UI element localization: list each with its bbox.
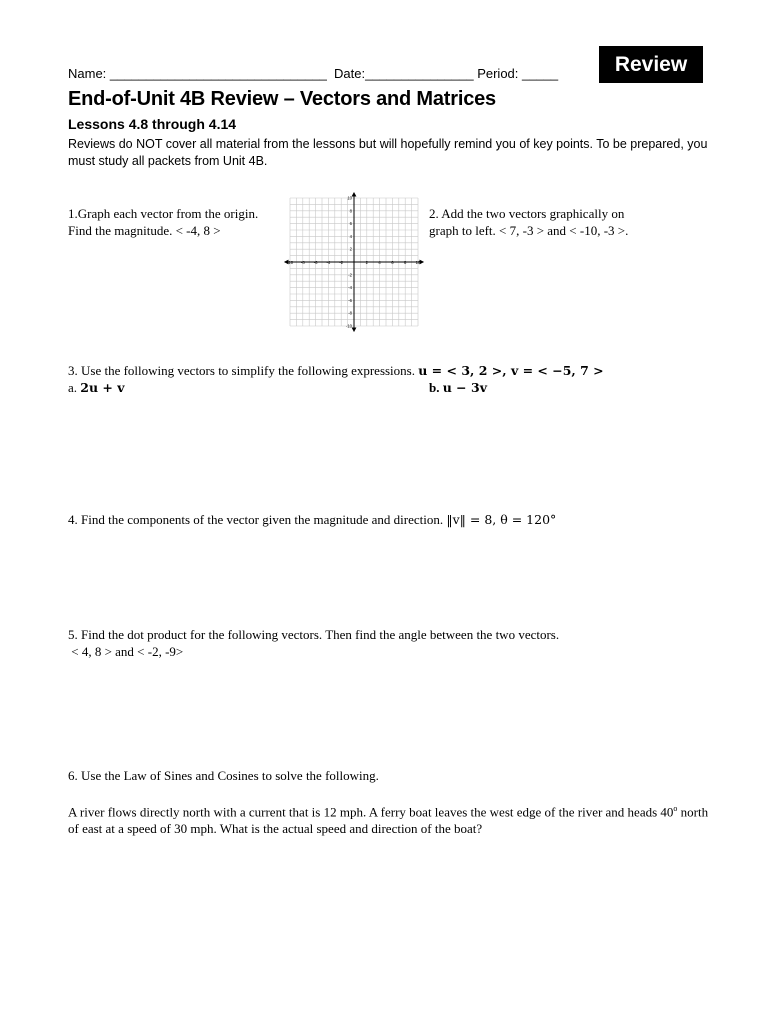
y-tick-label: 2 — [349, 246, 352, 252]
question-4-math: ‖v‖ = 8, θ = 120° — [446, 512, 557, 527]
x-tick-label: -4 — [326, 260, 331, 265]
page-subtitle: Lessons 4.8 through 4.14 — [68, 116, 237, 132]
question-1-line-1: 1.Graph each vector from the origin. — [68, 206, 259, 221]
header-fields — [68, 66, 558, 81]
axis-arrowhead — [420, 260, 423, 263]
x-tick-label: 8 — [404, 260, 407, 265]
question-1-line-2: Find the magnitude. < -4, 8 > — [68, 223, 221, 238]
x-tick-label: 10 — [415, 260, 421, 265]
y-tick-label: -10 — [345, 323, 352, 329]
x-tick-label: -2 — [339, 260, 344, 265]
axis-arrowhead — [352, 193, 355, 196]
review-badge: Review — [599, 46, 703, 83]
question-6-degree-value: 40 — [660, 804, 674, 820]
y-tick-label: 8 — [349, 208, 352, 214]
coordinate-grid[interactable] — [282, 190, 426, 336]
x-tick-label: 4 — [378, 260, 381, 265]
y-tick-label: -6 — [348, 297, 352, 303]
x-tick-label: 6 — [391, 260, 394, 265]
y-tick-label: -4 — [348, 285, 352, 291]
question-5-line-1: 5. Find the dot product for the following vectors. Then find the angle between the two vectors. — [68, 627, 560, 642]
date-field[interactable]: Date:_______________ — [334, 66, 474, 81]
question-6-heading: 6. Use the Law of Sines and Cosines to solve the following. — [68, 768, 379, 783]
question-3a-label: a. — [68, 380, 81, 395]
question-3 — [68, 362, 604, 379]
question-3a — [68, 379, 125, 396]
axis-arrowhead — [352, 328, 355, 331]
y-tick-label: -2 — [348, 272, 352, 278]
y-tick-label: 10 — [347, 195, 352, 201]
question-6-text-a: A river flows directly north with a current that is 12 mph. A ferry boat leaves the west edge of the river and heads — [68, 804, 661, 820]
question-3b — [429, 379, 487, 396]
y-tick-label: 4 — [349, 233, 352, 239]
y-tick-label: 6 — [349, 221, 352, 227]
question-2-line-2: graph to left. < 7, -3 > and < -10, -3 >. — [429, 223, 629, 238]
x-tick-label: -10 — [286, 260, 294, 265]
page-title: End-of-Unit 4B Review – Vectors and Matrices — [68, 88, 496, 110]
question-5 — [68, 626, 559, 660]
y-tick-label: -8 — [348, 310, 352, 316]
question-4 — [68, 511, 556, 528]
question-6-degree-symbol: o — [673, 804, 678, 813]
x-tick-label: -8 — [300, 260, 305, 265]
question-2-line-1: 2. Add the two vectors graphically on — [429, 206, 625, 221]
period-field[interactable]: Period: _____ — [477, 66, 559, 81]
intro-text: Reviews do NOT cover all material from the lessons but will hopefully remind you of key points. To be prepared, you must study all packets from Unit 4B. — [68, 137, 708, 168]
x-tick-label: -6 — [313, 260, 318, 265]
question-4-text: 4. Find the components of the vector given the magnitude and direction. — [68, 512, 447, 527]
question-2 — [429, 205, 628, 239]
question-3-text: 3. Use the following vectors to simplify the following expressions. — [68, 363, 419, 378]
question-3a-expression: 2u + v — [80, 380, 125, 395]
x-tick-label: 2 — [365, 260, 368, 265]
question-3-vectors: u = < 3, 2 >, v = < −5, 7 > — [418, 363, 604, 378]
question-5-line-2: < 4, 8 > and < -2, -9> — [68, 644, 184, 659]
question-3b-expression: u − 3v — [442, 380, 487, 395]
name-field[interactable]: Name: ______________________________ — [68, 66, 327, 81]
question-6-text-b: north of east at a speed of 30 mph. What is the actual speed and direction of the boat? — [68, 804, 709, 837]
question-3b-label: b. — [429, 380, 443, 395]
question-1 — [68, 205, 258, 239]
question-6-problem — [68, 800, 718, 837]
